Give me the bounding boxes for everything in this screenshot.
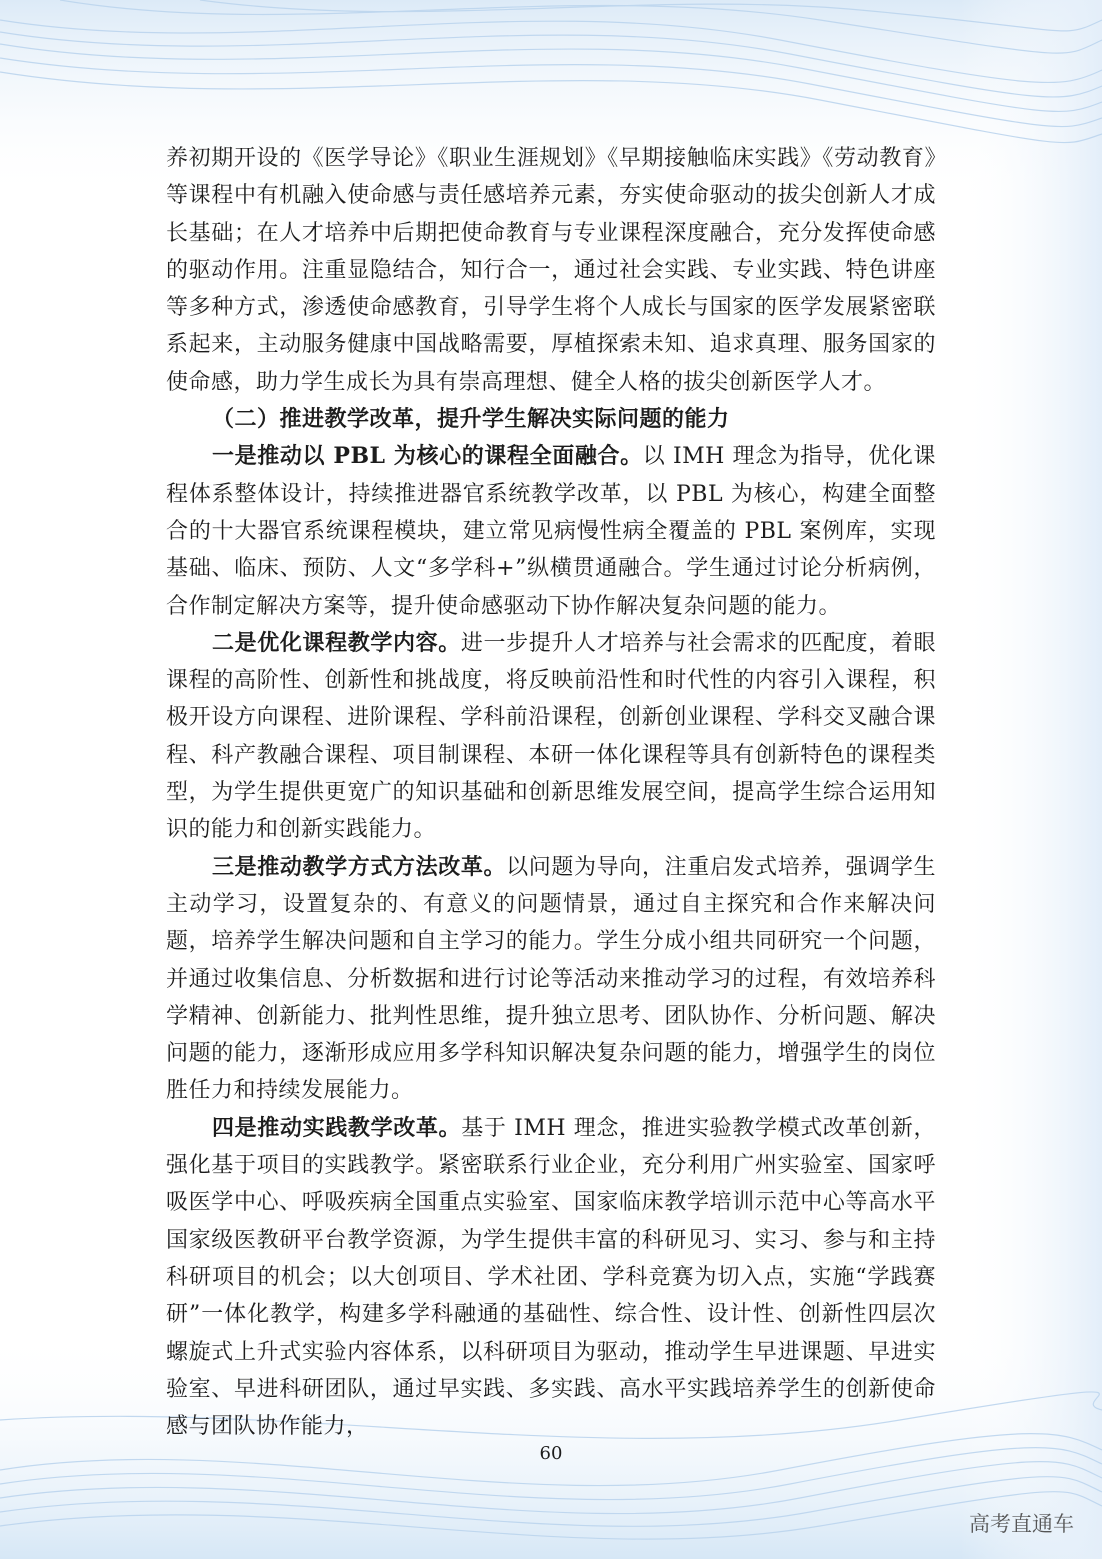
- watermark-text: 高考直通车: [969, 1512, 1074, 1536]
- paragraph-text: 以 IMH 理念为指导，优化课程体系整体设计，持续推进器官系统教学改革，以 PBL 为核心，构建全面整合的十大器官系统课程模块，建立常见病慢性病全覆盖的 PBL 案例库，实现基础、临床、预防、人文“多学科+”纵横贯通融合。学生通过讨论分析病例，合作制定解决方案等，提升使命感驱动下协作解决复杂问题的能力。: [166, 444, 937, 619]
- paragraph-lead: 三是推动教学方式方法改革。: [212, 853, 507, 880]
- page-number: 60: [539, 1443, 563, 1464]
- paragraph-pbl-integration: [166, 438, 936, 624]
- paragraph-lead: 二是优化课程教学内容。: [212, 629, 461, 656]
- paragraph-practice-teaching: [166, 1110, 936, 1446]
- paragraph-lead: 一是推动以 PBL 为核心的课程全面融合。: [212, 443, 643, 470]
- paragraph-text: 基于 IMH 理念，推进实验教学模式改革创新，强化基于项目的实践教学。紧密联系行业企业，充分利用广州实验室、国家呼吸医学中心、呼吸疾病全国重点实验室、国家临床教学培训示范中心等高水平国家级医教研平台教学资源，为学生提供丰富的科研见习、实习、参与和主持科研项目的机会；以大创项目、学术社团、学科竞赛为切入点，实施“学践赛研”一体化教学，构建多学科融通的基础性、综合性、设计性、创新性四层次螺旋式上升式实验内容体系，以科研项目为驱动，推动学生早进课题、早进实验室、早进科研团队，通过早实践、多实践、高水平实践培养学生的创新使命感与团队协作能力，: [166, 1115, 936, 1440]
- paragraph-text: 进一步提升人才培养与社会需求的匹配度，着眼课程的高阶性、创新性和挑战度，将反映前沿性和时代性的内容引入课程，积极开设方向课程、进阶课程、学科前沿课程，创新创业课程、学科交叉融合课程、科产教融合课程、项目制课程、本研一体化课程等具有创新特色的课程类型，为学生提供更宽广的知识基础和创新思维发展空间，提高学生综合运用知识的能力和创新实践能力。: [166, 630, 936, 843]
- paragraph-course-content: [166, 625, 936, 849]
- document-body: [166, 140, 936, 1445]
- paragraph-lead: 四是推动实践教学改革。: [212, 1114, 462, 1141]
- paragraph-mission-education: [166, 140, 936, 401]
- paragraph-text: 以问题为导向，注重启发式培养，强调学生主动学习，设置复杂的、有意义的问题情景，通过自主探究和合作来解决问题，培养学生解决问题和自主学习的能力。学生分成小组共同研究一个问题，并通过收集信息、分析数据和进行讨论等活动来推动学习的过程，有效培养科学精神、创新能力、批判性思维，提升独立思考、团队协作、分析问题、解决问题的能力，逐渐形成应用多学科知识解决复杂问题的能力，增强学生的岗位胜任力和持续发展能力。: [166, 854, 936, 1104]
- section-heading: （二）推进教学改革，提升学生解决实际问题的能力: [212, 406, 730, 433]
- paragraph-text: 养初期开设的《医学导论》《职业生涯规划》《早期接触临床实践》《劳动教育》等课程中有机融入使命感与责任感培养元素，夯实使命驱动的拔尖创新人才成长基础；在人才培养中后期把使命教育与专业课程深度融合，充分发挥使命感的驱动作用。注重显隐结合，知行合一，通过社会实践、专业实践、特色讲座等多种方式，渗透使命感教育，引导学生将个人成长与国家的医学发展紧密联系起来，主动服务健康中国战略需要，厚植探索未知、追求真理、服务国家的使命感，助力学生成长为具有崇高理想、健全人格的拔尖创新医学人才。: [166, 146, 936, 395]
- paragraph-teaching-methods: [166, 849, 936, 1110]
